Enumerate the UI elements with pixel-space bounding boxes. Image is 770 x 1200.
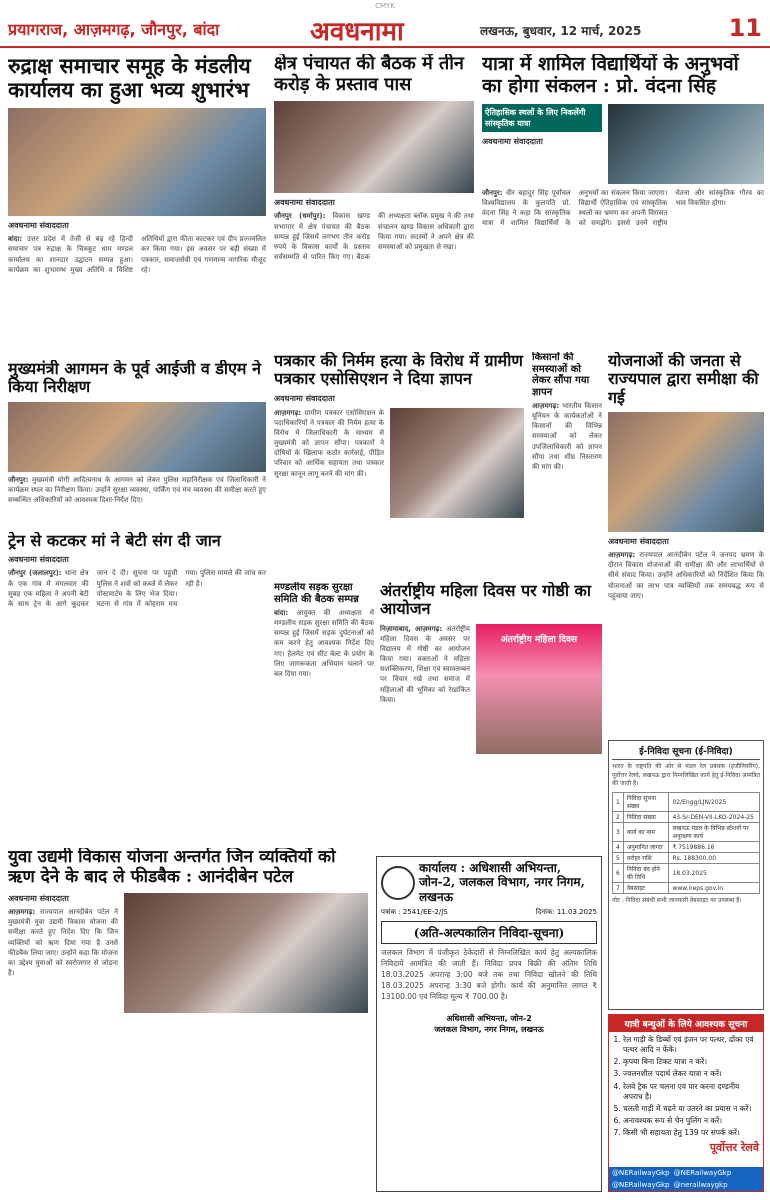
tender-row [613, 793, 760, 812]
tender-cell: निविदा बंद होने की तिथि [623, 864, 669, 883]
headline: योजनाओं की जनता से राज्यपाल द्वारा समीक्षा की गई [608, 352, 759, 407]
notice-item: 5. चलती गाड़ी में चढ़ने या उतरने का प्रयास न करें। [623, 1104, 761, 1114]
social-handle[interactable]: @NERailwayGkp [673, 1169, 732, 1177]
notice-item: 3. ज्वलनशील पदार्थ लेकर यात्रा न करें। [623, 1069, 761, 1079]
headline: पत्रकार की निर्मम हत्या के विरोध में ग्रामीण पत्रकार एसोसिएशन ने दिया ज्ञापन [274, 352, 523, 389]
article-photo [390, 408, 524, 518]
article-womens-day [380, 582, 602, 842]
tender-row [613, 853, 760, 864]
banner-text: अंतर्राष्ट्रीय महिला दिवस [500, 634, 578, 645]
passenger-notice [608, 1014, 764, 1192]
article-photo [124, 893, 368, 1013]
article-body [608, 550, 764, 601]
article-photo [8, 402, 266, 472]
article-governor-review [608, 352, 764, 732]
tender-cell: 5 [613, 853, 624, 864]
notice-item: 6. अनावश्यक रूप से चेन पुलिंग न करें। [623, 1116, 761, 1126]
article-train-accident [8, 532, 266, 832]
banner-photo [476, 624, 602, 754]
dateline: आज़मगढ़: [274, 408, 302, 417]
tender-cell: 3 [613, 823, 624, 842]
emblem-icon [381, 866, 415, 900]
social-bar [609, 1167, 763, 1191]
tender-cell: निविदा सूचना संख्या [623, 793, 669, 812]
tender-cell: धरोहर राशि [623, 853, 669, 864]
article-body [8, 568, 266, 609]
headline: मुख्यमंत्री आगमन के पूर्व आईजी व डीएम ने किया निरीक्षण [8, 360, 261, 397]
tender-cell: वेबसाइट [623, 883, 669, 894]
notice-item: 4. रेलवे ट्रैक पर चलना एवं पार करना दण्डनीय अपराध है। [623, 1082, 761, 1102]
tender-cell: www.ireps.gov.in [669, 883, 760, 894]
article-body [274, 608, 374, 679]
dateline: बांदा: [274, 609, 289, 617]
article-photo [274, 101, 474, 193]
tender-cell: 43-Sr-DEN-VII-LKO-2024-25 [669, 812, 760, 823]
article-panchayat [274, 54, 474, 344]
byline: अवधनामा संवाददाता [482, 136, 543, 146]
article-body [8, 475, 266, 505]
article-photo [608, 412, 764, 532]
masthead-cities: प्रयागराज, आज़मगढ़, जौनपुर, बांदा [8, 20, 220, 39]
tender-cell: निविदा संख्या [623, 812, 669, 823]
byline: अवधनामा संवाददाता [608, 537, 669, 547]
tender-cell: लखनऊ मंडल के विभिन्न स्टेशनों पर अनुरक्षण कार्य [669, 823, 760, 842]
notice-item: 7. किसी भी सहायता हेतु 139 पर संपर्क करें। [623, 1128, 761, 1138]
tender-cell: 6 [613, 864, 624, 883]
railway-brand: पूर्वोत्तर रेलवे [709, 1141, 759, 1155]
body-text: विकास खण्ड सभागार में क्षेत्र पंचायत की बैठक सम्पन्न हुई जिसमें लगभग तीन करोड़ रुपये के विकास कार्यों के प्रस्ताव सर्वसम्मति से पारित किए गए। बैठक की अध्यक्षता ब्लॉक प्रमुख ने की तथा संचालन खण्ड विकास अधिकारी द्वारा किया गया। सदस्यों ने अपने क्षेत्र की समस्याओं को प्रमुखता से रखा। [274, 212, 474, 261]
notice-item: 1. रेल गाड़ी के डिब्बों एवं इंजन पर पत्थर, ढोंका एवं पत्थर आदि न फेंकें। [623, 1035, 761, 1055]
masthead-date: लखनऊ, बुधवार, 12 मार्च, 2025 [480, 24, 642, 38]
body-text: उत्तर प्रदेश में तेजी से बढ़ रहे हिन्दी समाचार पत्र रुद्राक्ष के चित्रकूट धाम मण्डल कार्यालय का शानदार उद्घाटन सम्पन्न हुआ। कार्यक्रम का शुभारम्भ मुख्य अतिथि व विशिष्ट अतिथियों द्वारा फीता काटकर एवं दीप प्रज्ज्वलित कर किया गया। इस अवसर पर बड़ी संख्या में पत्रकार, समाजसेवी एवं गणमान्य नागरिक मौजूद रहे। [8, 235, 266, 274]
notice-list [623, 1035, 763, 1138]
body-text: भारतीय किसान यूनियन के कार्यकर्ताओं ने किसानों की विभिन्न समस्याओं को लेकर उपजिलाधिकारी को ज्ञापन सौंपा तथा शीघ्र निस्तारण की मांग की। [532, 402, 602, 471]
signatory-dept: जलकल विभाग, नगर निगम, लखनऊ [434, 1024, 544, 1034]
tender-cell: ₹ 7519886.16 [669, 842, 760, 853]
headline: रुद्राक्ष समाचार समूह के मंडलीय कार्यालय का हुआ भव्य शुभारंभ [8, 54, 251, 103]
org-name: कार्यालय : अधिशासी अभियन्ता, जोन-2, जलकल विभाग, नगर निगम, लखनऊ [419, 861, 585, 904]
body-text: मुख्यमंत्री योगी आदित्यनाथ के आगमन को लेकर पुलिस महानिरीक्षक एवं जिलाधिकारी ने कार्यक्रम स्थल का निरीक्षण किया। उन्होंने सुरक्षा व्यवस्था, पार्किंग एवं मंच व्यवस्था की समीक्षा करते हुए सम्बन्धित अधिकारियों को आवश्यक दिशा-निर्देश दिए। [8, 475, 266, 505]
headline: क्षेत्र पंचायत की बैठक में तीन करोड़ के प्रस्ताव पास [274, 54, 464, 95]
article-rudraksh [8, 54, 266, 354]
byline: अवधनामा संवाददाता [274, 393, 335, 403]
tender-cell: 4 [613, 842, 624, 853]
masthead [0, 12, 770, 48]
byline: अवधनामा संवाददाता [274, 198, 335, 208]
dateline: जौनपुर: [482, 188, 503, 197]
byline: अवधनामा संवाददाता [8, 555, 69, 565]
dateline: आज़मगढ़: [8, 908, 36, 917]
tender-intro: भारत के राष्ट्रपति की ओर से मंडल रेल प्रबंधक (इंजीनियरिंग), पूर्वोत्तर रेलवे, लखनऊ द्वारा निम्नलिखित कार्य हेतु ई-निविदा आमंत्रित की जाती है। [612, 763, 760, 788]
notice-title: (अति-अल्पकालिन निविदा-सूचना) [381, 921, 597, 944]
article-body [482, 188, 764, 229]
article-body [274, 211, 474, 262]
tender-row [613, 823, 760, 842]
railway-tender [608, 740, 764, 1010]
article-road-safety [274, 582, 374, 842]
article-youth-entrepreneur [8, 848, 368, 1192]
body-text: ग्रामीण पत्रकार एसोसिएशन के पदाधिकारियों ने पत्रकार की निर्मम हत्या के विरोध में जिलाधिकारी के माध्यम से मुख्यमंत्री को ज्ञापन सौंपा। पत्रकारों ने दोषियों के खिलाफ कठोर कार्रवाई, पीड़ित परिवार को आर्थिक सहायता तथा पत्रकार सुरक्षा कानून लागू करने की मांग की। [274, 408, 384, 478]
cmyk-marker: CMYK [375, 2, 395, 10]
body-text: अंतर्राष्ट्रीय महिला दिवस के अवसर पर विद्यालय में गोष्ठी का आयोजन किया गया। वक्ताओं ने महिला सशक्तिकरण, शिक्षा एवं स्वावलम्बन पर विचार रखे तथा समाज में महिलाओं की भूमिका को रेखांकित किया। [380, 624, 470, 704]
headline: अंतर्राष्ट्रीय महिला दिवस पर गोष्ठी का आयोजन [380, 582, 591, 619]
tender-heading: ई-निविदा सूचना (ई-निविदा) [612, 744, 760, 760]
body-text: राज्यपाल आनंदीबेन पटेल ने जनपद भ्रमण के दौरान विकास योजनाओं की समीक्षा की और लाभार्थियों से सीधे संवाद किया। उन्होंने अधिकारियों को निर्देशित किया कि योजनाओं का लाभ पात्र व्यक्तियों तक समयबद्ध रूप से पहुंचाया जाए। [608, 551, 764, 600]
tender-footer: नोट : निविदा संबंधी सभी जानकारी वेबसाइट पर उपलब्ध है। [612, 897, 742, 905]
body-text: थाना क्षेत्र के एक गांव में मंगलवार की सुबह एक महिला ने अपनी बेटी के साथ ट्रेन के आगे कूदकर जान दे दी। सूचना पर पहुंची पुलिस ने शवों को कब्जे में लेकर पोस्टमार्टम के लिए भेज दिया। घटना से गांव में कोहराम मच गया। पुलिस मामले की जांच कर रही है। [8, 569, 266, 608]
tender-cell: कार्य का नाम [623, 823, 669, 842]
ref-number: पत्रांक : 2541/EE-2/JS [381, 908, 448, 917]
byline: अवधनामा संवाददाता [8, 221, 69, 231]
notice-heading: यात्री बन्धुओं के लिये आवश्यक सूचना [609, 1015, 763, 1032]
article-body [532, 401, 602, 472]
tender-cell: 2 [613, 812, 624, 823]
dateline: आज़मगढ़: [532, 402, 560, 410]
signatory: अधिशासी अभियन्ता, जोन-2 [446, 1013, 532, 1023]
tender-cell: 7 [613, 883, 624, 894]
article-body [380, 624, 470, 754]
social-handle[interactable]: @NERailwayGkp [612, 1181, 670, 1189]
article-journalist-memorandum [274, 352, 524, 577]
dateline: जौनपुर (जलालपुर): [8, 569, 62, 578]
dateline: बांदा: [8, 235, 23, 244]
body-text: राज्यपाल आनंदीबेन पटेल ने मुख्यमंत्री युवा उद्यमी विकास योजना की समीक्षा करते हुए निर्देश दिए कि जिन व्यक्तियों को ऋण दिया गया है उनसे फीडबैक लिया जाए। उन्होंने कहा कि योजना का उद्देश्य युवाओं को स्वरोजगार से जोड़ना है। [8, 908, 118, 977]
article-body [274, 408, 384, 518]
dateline: निज़ामाबाद, आज़मगढ़: [380, 624, 443, 633]
tender-cell: अनुमानित लागत [623, 842, 669, 853]
tender-row [613, 864, 760, 883]
headline: ट्रेन से कटकर मां ने बेटी संग दी जान [8, 532, 221, 550]
tender-cell: 02/Engg/LJN/2025 [669, 793, 760, 812]
article-photo [8, 108, 266, 216]
notice-date: दिनांक: 11.03.2025 [535, 908, 597, 917]
jalkal-tender-notice [376, 856, 602, 1192]
page-number: 11 [728, 14, 762, 42]
tender-row [613, 842, 760, 853]
subhead: ऐतिहासिक स्थलों के लिए निकलेंगी सांस्कृतिक यात्रा [482, 104, 602, 132]
dateline: आज़मगढ़: [608, 551, 636, 560]
newspaper-logo: अवधनामा [310, 17, 404, 47]
notice-body: जलकल विभाग में पंजीकृत ठेकेदारों से निम्नलिखित कार्य हेतु अल्पकालिक निविदायें आमंत्रित की जाती हैं। निविदा प्रपत्र बिक्री की अंतिम तिथि 18.03.2025 अपरान्ह 3:00 बजे तक तथा निविदा खोलने की तिथि 18.03.2025 अपरान्ह 3:30 बजे होगी। कार्य की अनुमानित लागत ₹ 13100.00 एवं निविदा मूल्य ₹ 700.00 है। [381, 948, 597, 1001]
notice-item: 2. कृपया बिना टिकट यात्रा न करें। [623, 1057, 761, 1067]
article-farmers [532, 352, 602, 592]
dateline: जौनपुर (धर्मापुर): [274, 212, 326, 221]
article-photo [608, 104, 764, 184]
social-handle[interactable]: @nerailwaygkp [673, 1181, 728, 1189]
tender-row [613, 812, 760, 823]
headline: युवा उद्यमी विकास योजना अन्तर्गत जिन व्यक्तियों को ऋण देने के बाद ले फीडबैक : आनंदीबेन पटेल [8, 848, 336, 887]
tender-cell: 18.03.2025 [669, 864, 760, 883]
tender-row [613, 883, 760, 894]
article-body [8, 234, 266, 275]
headline: मण्डलीय सड़क सुरक्षा समिति की बैठक सम्पन्न [274, 582, 359, 605]
body-text: आयुक्त की अध्यक्षता में मण्डलीय सड़क सुरक्षा समिति की बैठक सम्पन्न हुई जिसमें सड़क दुर्घटनाओं को कम करने हेतु आवश्यक निर्देश दिए गए। हेलमेट एवं सीट बेल्ट के प्रयोग के लिए जागरूकता अभियान चलाने पर बल दिया गया। [274, 609, 374, 678]
social-handle[interactable]: @NERailwayGkp [612, 1169, 670, 1177]
body-text: वीर बहादुर सिंह पूर्वांचल विश्वविद्यालय के कुलपति प्रो. वंदना सिंह ने कहा कि सांस्कृतिक यात्रा में शामिल विद्यार्थियों के अनुभवों का संकलन किया जाएगा। विद्यार्थी ऐतिहासिक एवं सांस्कृतिक स्थलों का भ्रमण कर अपनी विरासत को समझेंगे। इससे उनमें राष्ट्रीय चेतना और सांस्कृतिक गौरव का भाव विकसित होगा। [482, 188, 764, 228]
headline: यात्रा में शामिल विद्यार्थियों के अनुभवों का होगा संकलन : प्रो. वंदना सिंह [482, 54, 739, 97]
tender-cell: 1 [613, 793, 624, 812]
article-vandana-singh [482, 54, 764, 344]
tender-table [612, 792, 760, 894]
article-cm-visit [8, 360, 266, 525]
dateline: जौनपुर: [8, 475, 29, 484]
article-body [8, 907, 118, 978]
byline: अवधनामा संवाददाता [8, 894, 69, 904]
tender-cell: Rs. 188300.00 [669, 853, 760, 864]
headline: किसानों की समस्याओं को लेकर सौंपा गया ज्ञापन [532, 352, 590, 398]
